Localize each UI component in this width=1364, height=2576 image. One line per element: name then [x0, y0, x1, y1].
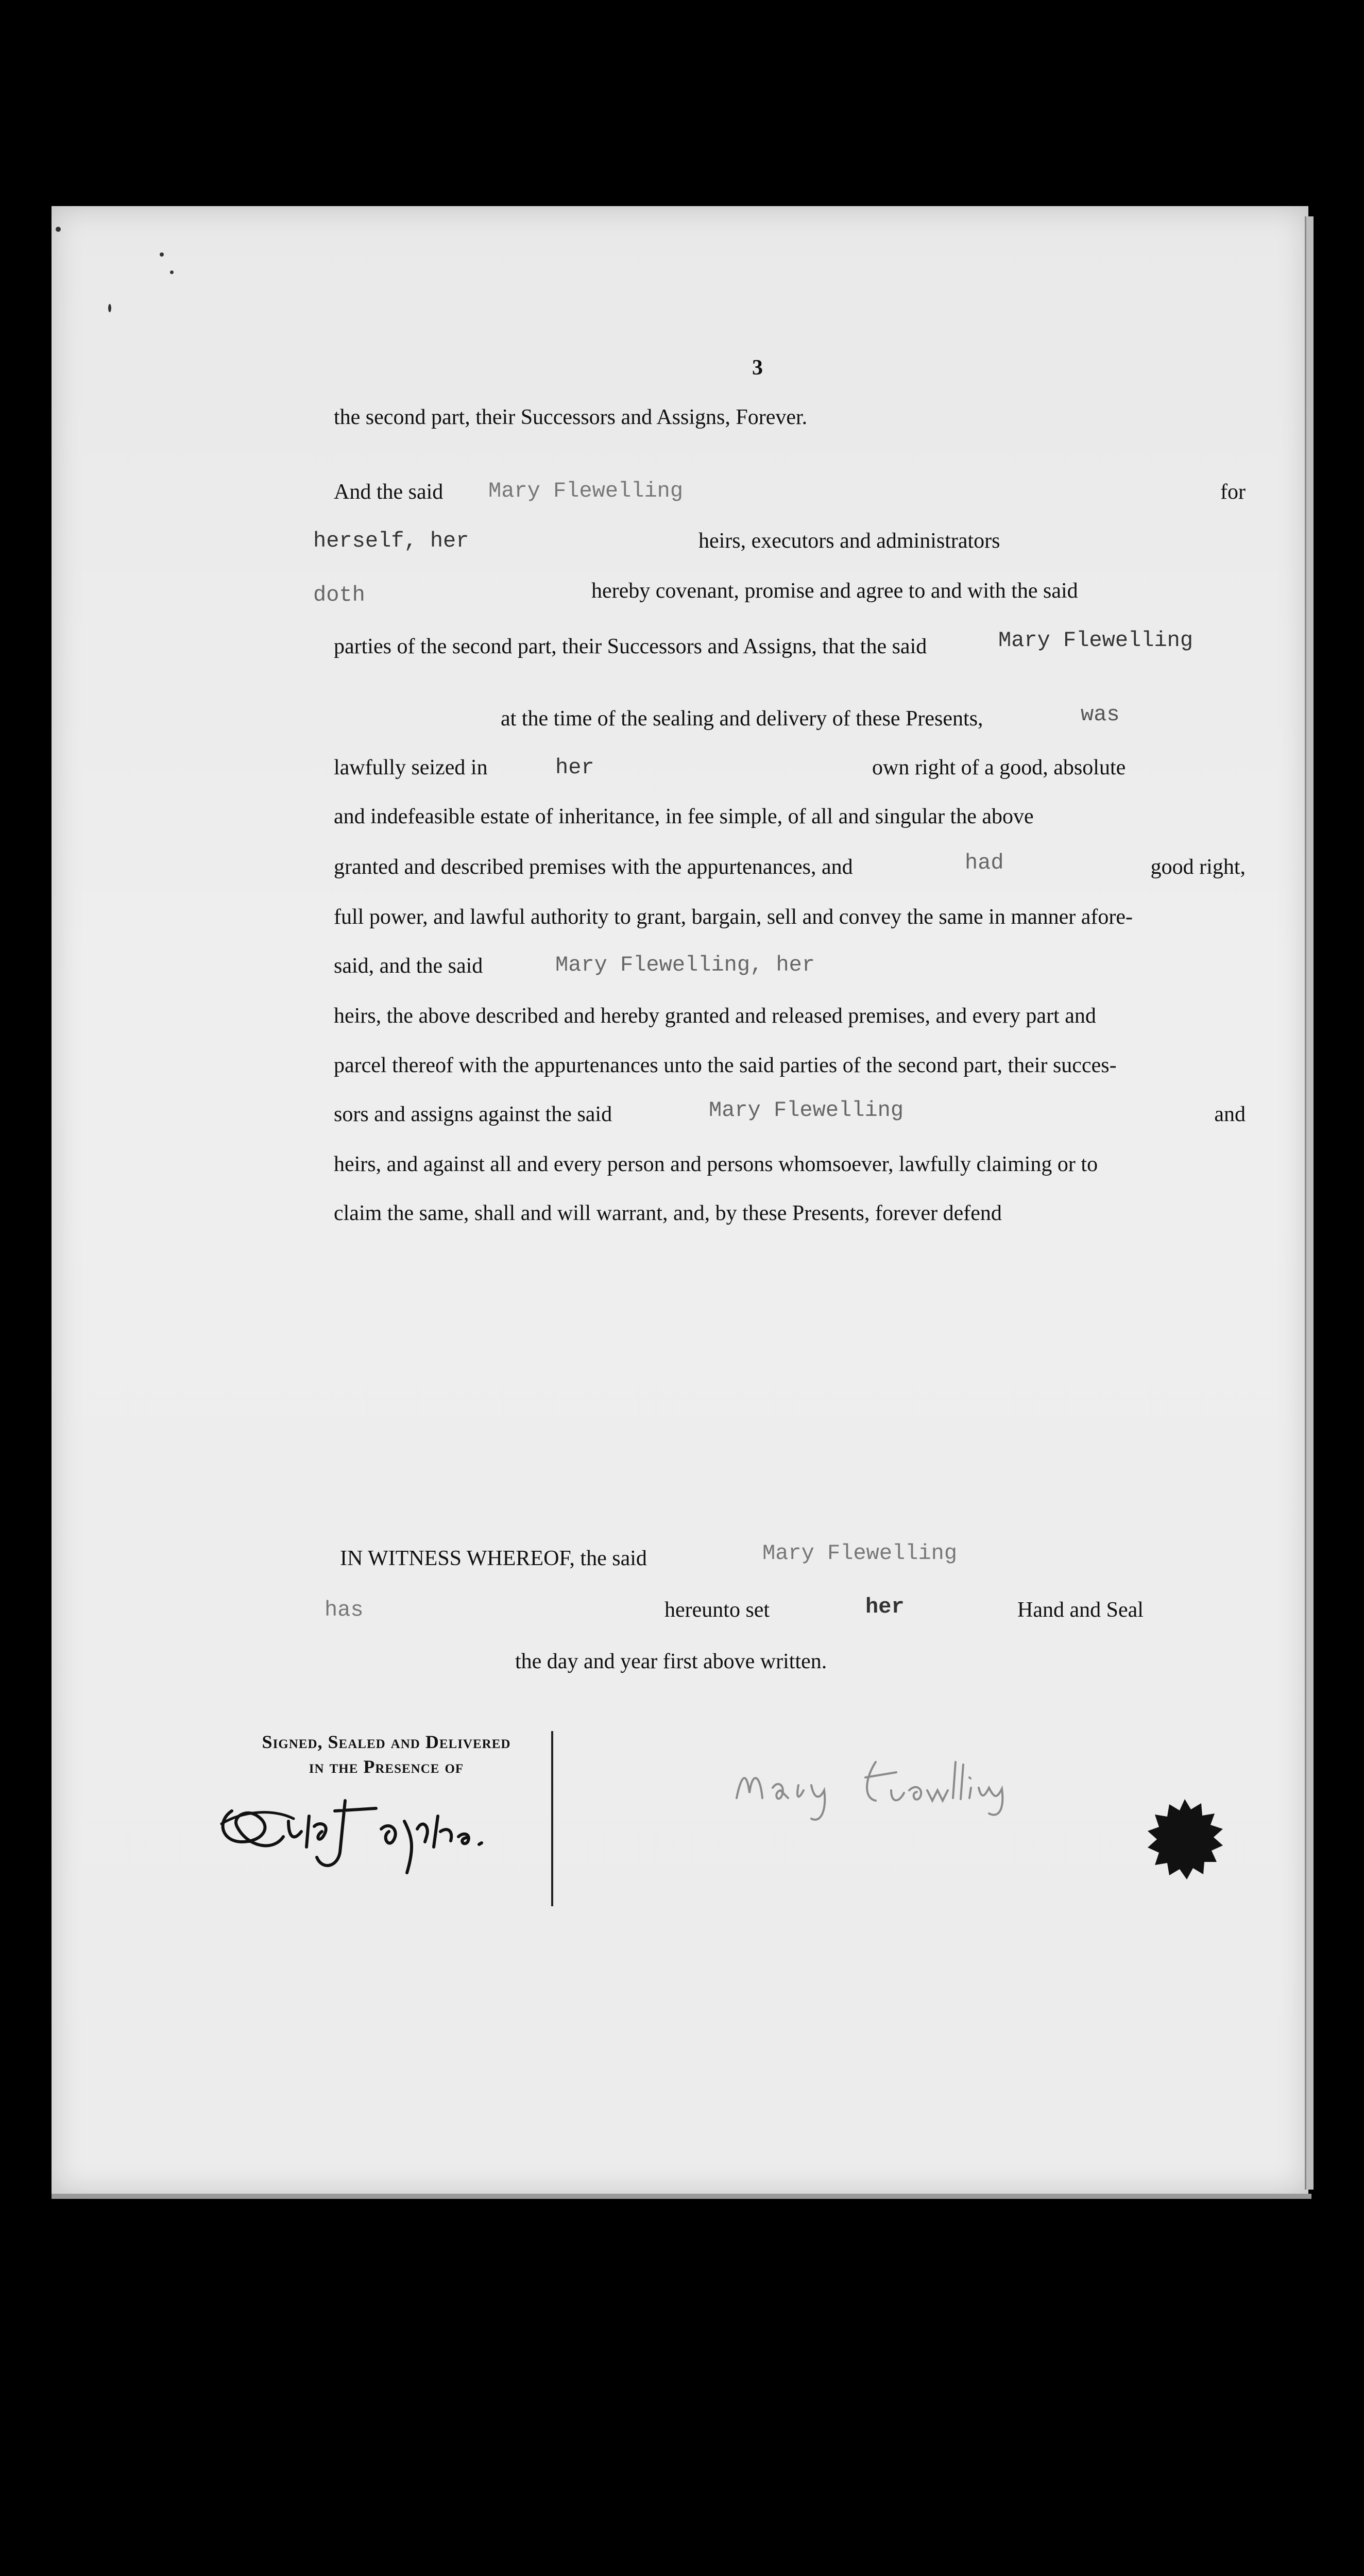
- text: heirs, and against all and every person and persons whomsoever, lawfully claiming or to: [334, 1153, 1098, 1176]
- witness-line-2: [325, 1592, 1231, 1628]
- text: heirs, the above described and hereby granted and released premises, and every part and: [334, 1004, 1096, 1028]
- text: for: [1220, 480, 1246, 504]
- text: parties of the second part, their Successors and Assigns, that the said: [334, 635, 927, 658]
- signed-sealed-label: Signed, Sealed and Delivered: [262, 1732, 511, 1752]
- text: granted and described premises with the appurtenances, and: [334, 855, 853, 879]
- text: IN WITNESS WHEREOF, the said: [340, 1547, 647, 1570]
- text-line-4: [313, 573, 1225, 609]
- signature-bracket: [551, 1731, 556, 1906]
- typed-text: her: [865, 1595, 905, 1619]
- text: parcel thereof with the appurtenances unto the said parties of the second part, their succes-: [334, 1054, 1117, 1077]
- typed-name: Mary Flewelling: [998, 628, 1194, 653]
- speck: [170, 270, 174, 274]
- text: hereunto set: [664, 1598, 770, 1622]
- page-number: 3: [752, 356, 763, 380]
- text: and: [1214, 1103, 1246, 1126]
- typed-text: Mary Flewelling, her: [555, 953, 815, 977]
- typed-text: doth: [313, 583, 365, 607]
- text-line-16: [334, 1195, 1246, 1231]
- typed-text: herself, her: [313, 529, 469, 553]
- text-line-15: [334, 1146, 1246, 1182]
- text-line-7: [334, 750, 1246, 786]
- text: at the time of the sealing and delivery of these Presents,: [501, 707, 983, 731]
- document-page: [52, 206, 1308, 2195]
- text: own right of a good, absolute: [872, 756, 1126, 779]
- text-line-5: [334, 623, 1246, 659]
- text-line-12: [334, 998, 1246, 1034]
- text: lawfully seized in: [334, 756, 488, 779]
- witness-line-3: [515, 1643, 1364, 1680]
- text-line-8: [334, 799, 1246, 835]
- presence-label: in the Presence of: [309, 1756, 464, 1777]
- speck: [56, 227, 61, 232]
- text: Hand and Seal: [1017, 1598, 1144, 1622]
- text-line-13: [334, 1047, 1246, 1083]
- page-bottom-edge: [52, 2194, 1311, 2199]
- speck: [108, 304, 111, 312]
- typed-name: Mary Flewelling: [762, 1541, 958, 1566]
- text-line-1: [334, 399, 1246, 435]
- text: claim the same, shall and will warrant, and, by these Presents, forever defend: [334, 1201, 1002, 1225]
- typed-name: Mary Flewelling: [488, 479, 684, 503]
- witness-signature-image: [211, 1780, 520, 1883]
- text: sors and assigns against the said: [334, 1103, 612, 1126]
- text-line-10: [334, 899, 1246, 935]
- text-line-2: [334, 474, 1246, 510]
- typed-text: was: [1081, 702, 1120, 727]
- typed-text: had: [965, 851, 1004, 875]
- text: the day and year first above written.: [515, 1650, 827, 1673]
- text-line-14: [334, 1096, 1246, 1132]
- typed-text: has: [325, 1598, 364, 1622]
- text: hereby covenant, promise and agree to and with the said: [591, 579, 1078, 603]
- text-line-6: [334, 701, 1246, 737]
- text: good right,: [1150, 855, 1246, 879]
- text: said, and the said: [334, 954, 483, 978]
- grantor-signature-image: [721, 1741, 1133, 1834]
- text: the second part, their Successors and Assigns, Forever.: [334, 405, 808, 429]
- text: and indefeasible estate of inheritance, in fee simple, of all and singular the above: [334, 805, 1034, 828]
- typed-name: Mary Flewelling: [709, 1098, 904, 1123]
- signature-block: [216, 1731, 556, 1886]
- text-line-3: [313, 523, 1225, 559]
- seal-icon: [1144, 1798, 1226, 1880]
- page-edge: [1305, 216, 1314, 2190]
- witness-line-1: [340, 1540, 1252, 1577]
- text: heirs, executors and administrators: [698, 529, 1000, 553]
- text-line-9: [334, 849, 1246, 885]
- text: And the said: [334, 480, 444, 504]
- text-line-11: [334, 948, 1246, 984]
- text: full power, and lawful authority to grant, bargain, sell and convey the same in manner afore-: [334, 905, 1133, 929]
- typed-text: her: [555, 755, 594, 780]
- speck: [160, 252, 164, 257]
